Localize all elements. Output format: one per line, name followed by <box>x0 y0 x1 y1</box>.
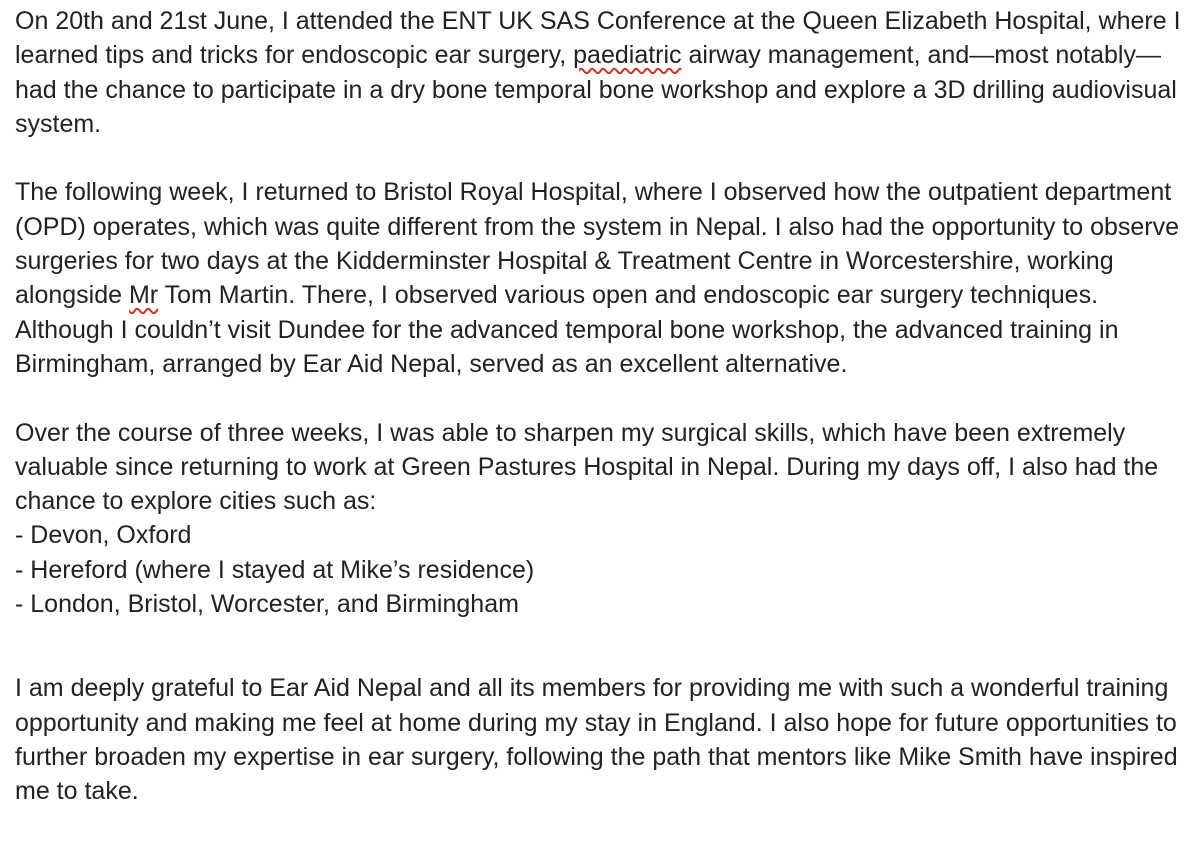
paragraph-spacer <box>15 141 1195 175</box>
list-item: - Devon, Oxford <box>15 521 192 550</box>
spellcheck-flagged-word[interactable]: Mr <box>128 281 159 310</box>
paragraph-text: The following week, I returned to Bristol Royal Hospital, where I observed how the outpatient department (OPD) operates, which was quite different from the system in Nepal. I also had the opportunity to observe surgeries for two days at the Kidderminster Hospital & Treatment Centre in Worcestershire, working alongside <box>15 178 1180 310</box>
spellcheck-flagged-word[interactable]: paediatric <box>573 41 682 70</box>
paragraph-conference <box>15 4 1195 141</box>
document-body[interactable] <box>15 4 1195 809</box>
paragraph-spacer <box>15 381 1195 415</box>
paragraph-three-weeks: Over the course of three weeks, I was able to sharpen my surgical skills, which have been extremely valuable since returning to work at Green Pastures Hospital in Nepal. During my days off, I also had the chance to explore cities such as: <box>15 418 1159 516</box>
list-item: - London, Bristol, Worcester, and Birmingham <box>15 590 519 619</box>
paragraph-bristol <box>15 175 1195 381</box>
paragraph-spacer <box>15 621 1195 671</box>
paragraph-text: Tom Martin. There, I observed various open and endoscopic ear surgery techniques. Although I couldn’t visit Dundee for the advanced temporal bone workshop, the advanced training in Birmingham, arranged by Ear Aid Nepal, served as an excellent alternative. <box>15 281 1119 378</box>
paragraph-text: On 20th and 21st June, I attended the ENT UK SAS Conference at the Queen Elizabeth Hospital, where I learned tips and tricks for endoscopic ear surgery, <box>15 7 1181 70</box>
paragraph-text: airway management, and—most notably—had the chance to participate in a dry bone temporal bone workshop and explore a 3D drilling audiovisual system. <box>15 41 1177 138</box>
cities-list <box>15 518 1195 621</box>
paragraph-gratitude: I am deeply grateful to Ear Aid Nepal and all its members for providing me with such a wonderful training opportunity and making me feel at home during my stay in England. I also hope for future opportunities to further broaden my expertise in ear surgery, following the path that mentors like Mike Smith have inspired me to take. <box>15 674 1178 806</box>
list-item: - Hereford (where I stayed at Mike’s residence) <box>15 555 535 584</box>
